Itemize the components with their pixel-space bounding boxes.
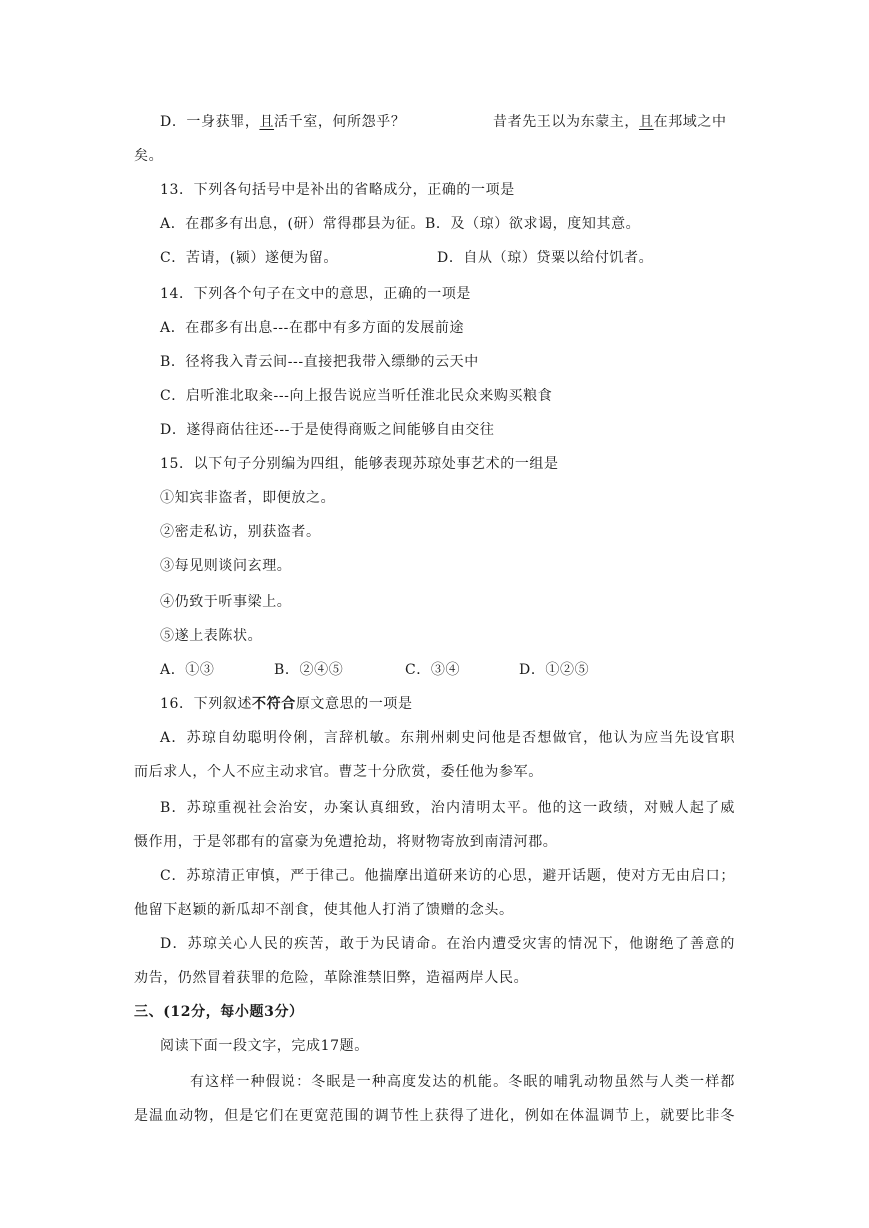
section-3-intro: 阅读下面一段文字，完成17题。 <box>160 1038 369 1054</box>
q14-option-c: C．启听淮北取籴---向上报告说应当听任淮北民众来购买粮食 <box>160 388 553 404</box>
q12-option-d-continued: 矣。 <box>134 148 164 164</box>
q16-option-b-line2: 慑作用，于是邻郡有的富豪为免遭抢劫，将财物寄放到南清河郡。 <box>134 834 558 850</box>
passage-line-2: 是温血动物，但是它们在更宽范围的调节性上获得了进化，例如在体温调节上，就要比非冬 <box>134 1108 735 1124</box>
q12-d-underlined-2: 且 <box>639 114 654 130</box>
q15-item-4: ④仍致于听事梁上。 <box>160 594 292 610</box>
q16-stem-post: 原文意思的一项是 <box>295 696 413 712</box>
q16-option-b-line1: B．苏琼重视社会治安，办案认真细致，治内清明太平。他的这一政绩，对贼人起了威 <box>160 800 735 816</box>
q16-stem-pre: 16．下列叙述 <box>160 696 253 712</box>
q13-option-c: C．苦请，(颍）遂便为留。 <box>160 250 338 266</box>
q13-option-a: A．在郡多有出息，(研）常得郡县为征。 <box>160 216 425 232</box>
q15-stem: 15．以下句子分别编为四组，能够表现苏琼处事艺术的一组是 <box>160 456 559 472</box>
q15-item-1: ①知宾非盗者，即便放之。 <box>160 490 336 506</box>
q15-option-c: C．③④ <box>405 662 461 678</box>
q14-option-d: D．遂得商估往还---于是使得商贩之间能够自由交往 <box>160 422 495 438</box>
q12-d-underlined-1: 且 <box>259 114 275 130</box>
q12-option-d <box>160 112 405 132</box>
q15-option-a: A．①③ <box>160 662 215 678</box>
q13-option-d: D．自从（琼）贷粟以给付饥者。 <box>437 250 654 266</box>
q15-item-2: ②密走私访，别获盗者。 <box>160 524 321 540</box>
q16-option-a-line2: 而后求人，个人不应主动求官。曹芝十分欣赏，委任他为参军。 <box>134 764 543 780</box>
section-3-header: 三、(12分，每小题3分） <box>134 1004 304 1020</box>
q16-option-d-line1: D．苏琼关心人民的疾苦，敢于为民请命。在治内遭受灾害的情况下，他谢绝了善意的 <box>160 936 735 952</box>
q14-option-a: A．在郡多有出息---在郡中有多方面的发展前途 <box>160 320 465 336</box>
q13-stem: 13．下列各句括号中是补出的省略成分，正确的一项是 <box>160 182 515 198</box>
q12-option-d-second <box>493 112 727 132</box>
q13-options-cd <box>160 248 720 268</box>
q16-option-a-line1: A．苏琼自幼聪明伶俐，言辞机敏。东荆州刺史问他是否想做官，他认为应当先设官职 <box>160 730 735 746</box>
q12-d-part3: 昔者先王以为东蒙主， <box>493 114 639 130</box>
q15-item-3: ③每见则谈问玄理。 <box>160 558 292 574</box>
passage-line-1: 有这样一种假说：冬眠是一种高度发达的机能。冬眠的哺乳动物虽然与人类一样都 <box>190 1074 735 1090</box>
q15-option-d: D．①②⑤ <box>519 662 590 678</box>
q15-option-b: B．②④⑤ <box>274 662 344 678</box>
q16-stem-emphasis: 不符合 <box>252 696 296 712</box>
q16-stem <box>160 694 413 714</box>
q14-option-b: B．径将我入青云间---直接把我带入缥缈的云天中 <box>160 354 479 370</box>
q15-options <box>160 660 720 680</box>
q13-options-ab <box>160 214 640 234</box>
q13-option-b: B．及（琼）欲求谒，度知其意。 <box>424 216 641 232</box>
q16-option-d-line2: 劝告，仍然冒着获罪的危险，革除淮禁旧弊，造福两岸人民。 <box>134 970 529 986</box>
q12-d-part4: 在邦域之中 <box>653 114 727 130</box>
q14-stem: 14．下列各个句子在文中的意思，正确的一项是 <box>160 286 472 302</box>
q16-option-c-line2: 他留下赵颖的新瓜却不剖食，使其他人打消了馈赠的念头。 <box>134 902 514 918</box>
q12-d-part2: 活千室，何所怨乎？ <box>274 114 406 130</box>
q15-item-5: ⑤遂上表陈状。 <box>160 628 263 644</box>
q16-option-c-line1: C．苏琼清正审慎，严于律己。他揣摩出道研来访的心思，避开话题，使对方无由启口； <box>160 868 735 884</box>
q12-d-part1: D．一身获罪， <box>160 114 260 130</box>
